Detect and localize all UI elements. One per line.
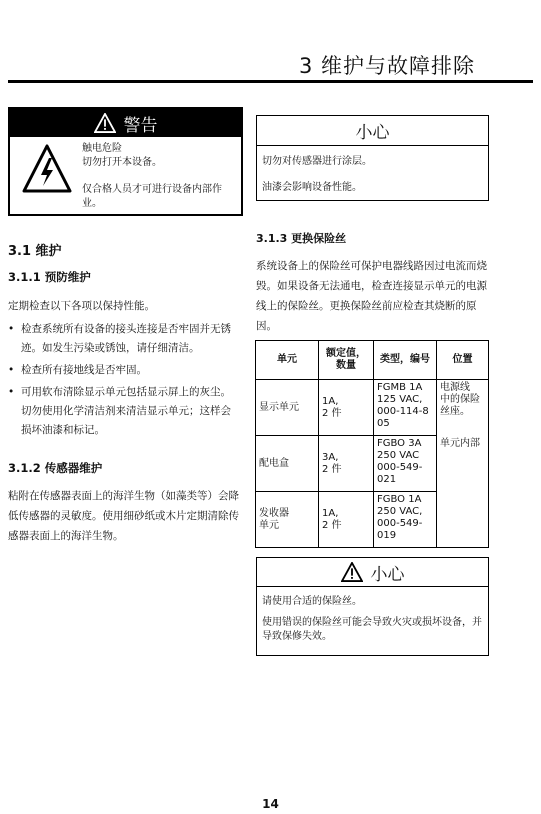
electric-shock-icon [22, 144, 72, 194]
cell-unit: 显示单元 [256, 380, 319, 436]
column-header: 额定值，数量 [319, 341, 374, 380]
caution-note: 油漆会影响设备性能。 [262, 182, 362, 193]
table-row [256, 380, 489, 436]
page-number: 14 [262, 797, 279, 811]
cell-location [437, 492, 489, 548]
caution-heading: 小心 [257, 116, 488, 146]
chapter-title: 3 维护与故障排除 [298, 54, 475, 78]
table-header-row [256, 341, 489, 380]
list-item: • 检查系统所有设备的接头连接是否牢固并无锈迹。如发生污染或锈蚀，请仔细清洁。 [8, 320, 240, 358]
warning-triangle-icon [341, 562, 363, 582]
cell-location: 单元内部 [437, 436, 489, 492]
cell-type: FGMB 1A 125 VAC, 000-114-8 05 [374, 380, 437, 436]
caution-heading: 小心 [370, 564, 405, 585]
cell-rating: 1A, 2 件 [319, 380, 374, 436]
caution-note: 使用错误的保险丝可能会导致火灾或损坏设备，并导致保修失效。 [262, 617, 482, 642]
list-item: • 检查所有接地线是否牢固。 [8, 361, 240, 380]
section-3-1-3-heading: 3.1.3 更换保险丝 [256, 232, 347, 245]
fuse-replacement-text: 系统设备上的保险丝可保护电器线路因过电流而烧毁。如果设备无法通电，检查连接显示单元的电源线上的保险丝。更换保险丝前应检查其烧断的原因。 [256, 260, 487, 332]
caution-box-coating [256, 115, 489, 201]
caution-text: 切勿对传感器进行涂层。 [262, 156, 372, 167]
cell-unit: 配电盒 [256, 436, 319, 492]
warning-header [10, 109, 241, 137]
maintenance-list [8, 320, 240, 443]
sensor-maintenance-text: 粘附在传感器表面上的海洋生物（如藻类等）会降低传感器的灵敏度。使用细砂纸或木片定期清除传感器表面上的海洋生物。 [8, 490, 239, 542]
column-header: 类型，编号 [374, 341, 437, 380]
maintenance-intro: 定期检查以下各项以保持性能。 [8, 300, 155, 312]
cell-rating: 3A, 2 件 [319, 436, 374, 492]
section-3-1-1-heading: 3.1.1 预防维护 [8, 270, 91, 284]
table-row [256, 436, 489, 492]
warning-heading: 警告 [123, 115, 158, 136]
section-3-1-heading: 3.1 维护 [8, 244, 62, 259]
section-3-1-2-heading: 3.1.2 传感器维护 [8, 461, 103, 475]
cell-unit: 发收器 单元 [256, 492, 319, 548]
warning-triangle-icon [94, 113, 116, 133]
warning-note: 仅合格人员才可进行设备内部作业。 [82, 184, 222, 209]
table-row [256, 492, 489, 548]
cell-type: FGBO 1A 250 VAC, 000-549- 019 [374, 492, 437, 548]
fuse-table [255, 340, 489, 548]
warning-box [8, 107, 243, 216]
cell-location: 电源线 中的保险 丝座。 [437, 380, 489, 436]
cell-type: FGBO 3A 250 VAC 000-549- 021 [374, 436, 437, 492]
warning-text: 触电危险 切勿打开本设备。 [82, 143, 162, 168]
header-rule [8, 80, 533, 83]
cell-rating: 1A, 2 件 [319, 492, 374, 548]
column-header: 单元 [256, 341, 319, 380]
caution-box-fuse [256, 557, 489, 656]
caution-header [257, 558, 488, 587]
caution-text: 请使用合适的保险丝。 [262, 596, 362, 607]
list-item: • 可用软布清除显示单元包括显示屏上的灰尘。切勿使用化学清洁剂来清洁显示单元；这样会损坏油漆和标记。 [8, 383, 240, 440]
column-header: 位置 [437, 341, 489, 380]
